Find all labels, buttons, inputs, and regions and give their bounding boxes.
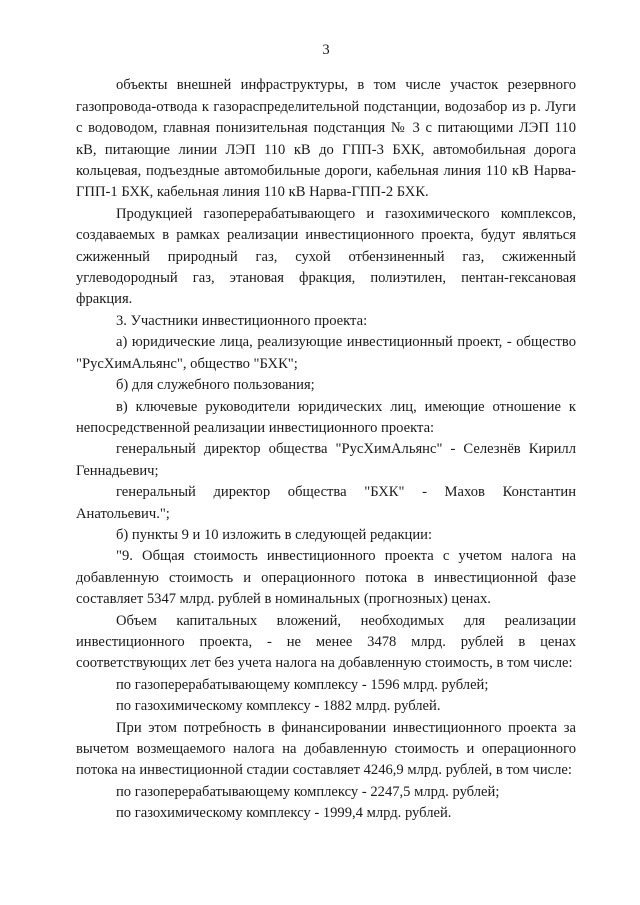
paragraph-capital-investment: Объем капитальных вложений, необходимых для реализации инвестиционного проекта, - не менее 3478 млрд. рублей в ценах соответствующих лет без учета налога на добавленную стоимость, в том числе: <box>76 612 576 672</box>
paragraph-financing-need: При этом потребность в финансировании инвестиционного проекта за вычетом возмещаемого налога на добавленную стоимость и операционного потока на инвестиционной стадии составляет 4246,9 млрд. рублей, в том числе: <box>76 719 576 779</box>
paragraph-total-cost: "9. Общая стоимость инвестиционного проекта с учетом налога на добавленную стоимость и операционного потока в инвестиционной фазе составляет 5347 млрд. рублей в номинальных (прогнозных) ценах. <box>76 548 576 608</box>
paragraph-gas-processing-financing: по газоперерабатывающему комплексу - 2247,5 млрд. рублей; <box>116 783 500 800</box>
page-number: 3 <box>322 42 330 58</box>
paragraph-amendment: б) пункты 9 и 10 изложить в следующей редакции: <box>116 526 433 543</box>
paragraph-director-1: генеральный директор общества "РусХимАльянс" - Селезнёв Кирилл Геннадьевич; <box>76 441 576 479</box>
paragraph-gas-processing-capex: по газоперерабатывающему комплексу - 1596 млрд. рублей; <box>116 676 489 693</box>
paragraph-participants-c: в) ключевые руководители юридических лиц, имеющие отношение к непосредственной реализации инвестиционного проекта: <box>76 398 576 436</box>
paragraph-products: Продукцией газоперерабатывающего и газохимического комплексов, создаваемых в рамках реализации инвестиционного проекта, будут являться сжиженный природный газ, сухой отбензиненный газ, сжиженный углеводородный газ, этановая фракция, полиэтилен, пентан-гексановая фракция. <box>76 205 576 308</box>
paragraph-participants-heading: 3. Участники инвестиционного проекта: <box>116 312 368 329</box>
paragraph-participants-a: а) юридические лица, реализующие инвестиционный проект, - общество "РусХимАльянс", общество "БХК"; <box>76 334 576 372</box>
paragraph-gas-chemical-capex: по газохимическому комплексу - 1882 млрд. рублей. <box>116 698 441 715</box>
paragraph-infrastructure: объекты внешней инфраструктуры, в том числе участок резервного газопровода-отвода к газораспределительной подстанции, водозабор из р. Луги с водоводом, главная понизительная подстанция № 3 с питающими ЛЭП 110 кВ, питающие линии ЛЭП 110 кВ до ГПП-3 БХК, автомобильная дорога кольцевая, подъездные автомобильные дороги, кабельная линия 110 кВ Нарва-ГПП-1 БХК, кабельная линия 110 кВ Нарва-ГПП-2 БХК. <box>76 77 576 201</box>
paragraph-director-2: генеральный директор общества "БХК" - Махов Константин Анатольевич."; <box>76 484 576 522</box>
paragraph-gas-chemical-financing: по газохимическому комплексу - 1999,4 млрд. рублей. <box>116 805 452 822</box>
paragraph-participants-b: б) для служебного пользования; <box>116 377 315 394</box>
